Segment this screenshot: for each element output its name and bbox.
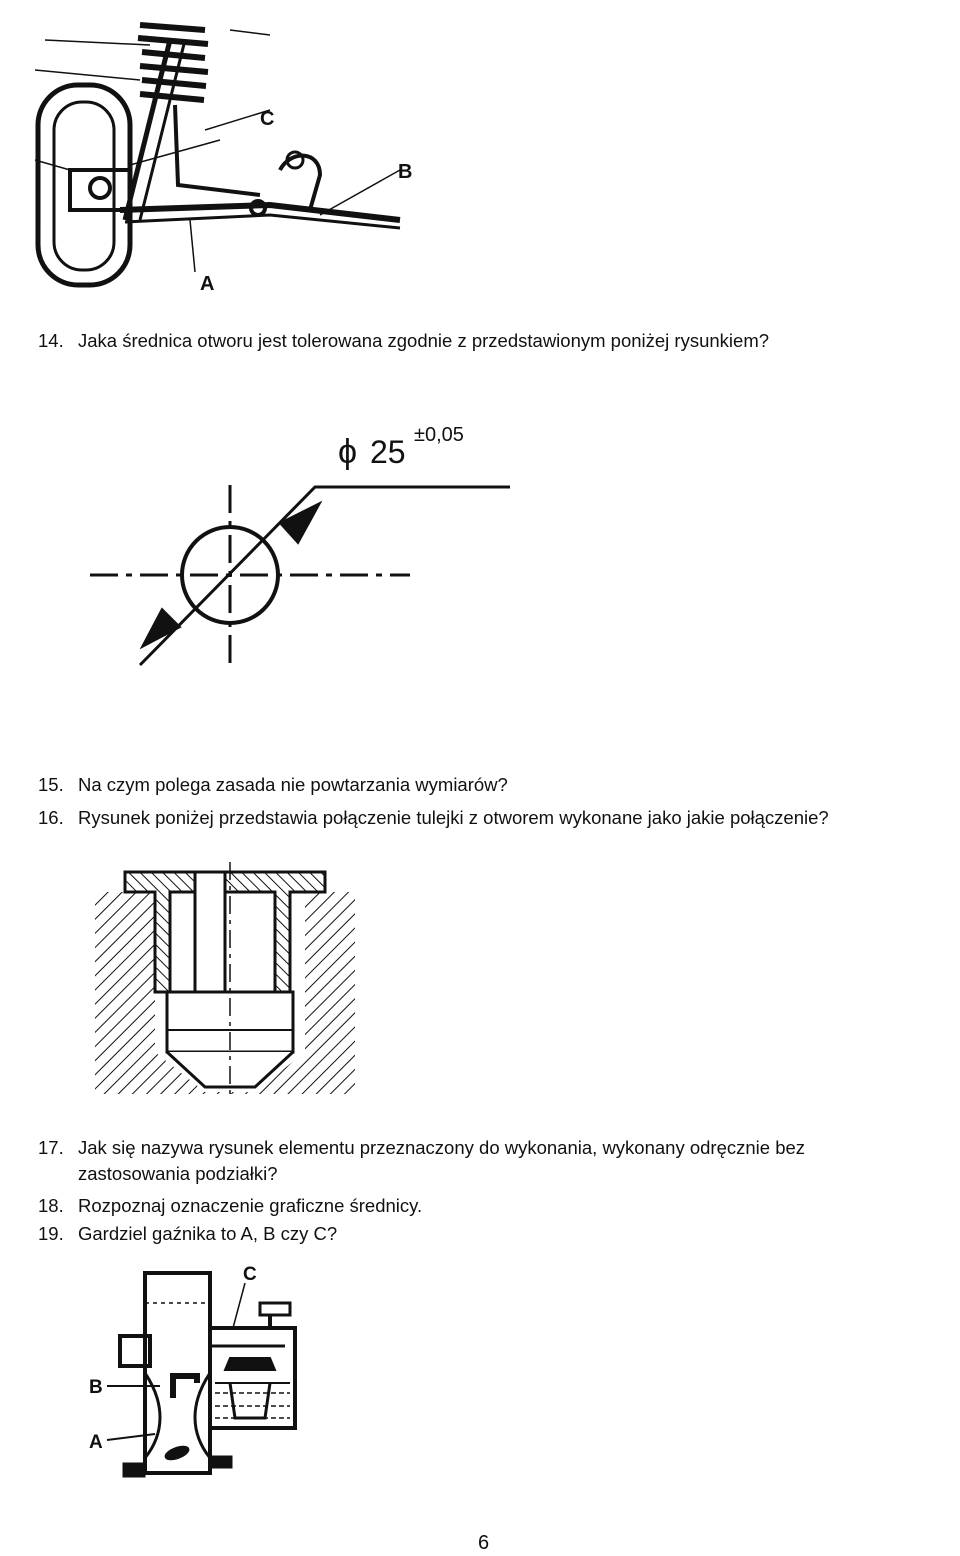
question-number: 14. (38, 330, 64, 351)
question-text: Na czym polega zasada nie powtarzania wymiarów? (78, 774, 508, 795)
question-17 (38, 1135, 928, 1187)
question-number: 18. (38, 1195, 64, 1216)
suspension-label-c: C (260, 108, 275, 130)
question-text: Gardziel gaźnika to A, B czy C? (78, 1223, 338, 1244)
question-number: 17. (38, 1137, 64, 1158)
question-text-line2: zastosowania podziałki? (78, 1163, 278, 1184)
carburetor-label-c: C (243, 1264, 257, 1285)
suspension-figure (30, 10, 430, 295)
tolerance-value: ±0,05 (414, 424, 464, 446)
question-text: Jaka średnica otworu jest tolerowana zgodnie z przedstawionym poniżej rysunkiem? (78, 330, 770, 351)
carburetor-label-b: B (89, 1377, 103, 1398)
bushing-figure (95, 862, 365, 1094)
question-number: 19. (38, 1223, 64, 1244)
question-14 (38, 328, 769, 354)
question-number: 16. (38, 807, 64, 828)
question-text: Rozpoznaj oznaczenie graficzne średnicy. (78, 1195, 423, 1216)
question-text-line1: Jak się nazywa rysunek elementu przeznaczony do wykonania, wykonany odręcznie bez (78, 1137, 806, 1158)
question-16 (38, 805, 829, 831)
page-number: 6 (478, 1532, 490, 1554)
tolerance-figure (80, 415, 520, 670)
suspension-label-a: A (200, 273, 215, 295)
nominal-dimension: 25 (370, 434, 406, 470)
question-15 (38, 772, 508, 798)
suspension-label-b: B (398, 161, 413, 183)
question-19 (38, 1221, 337, 1247)
diameter-symbol: ϕ (338, 433, 358, 471)
carburetor-label-a: A (89, 1432, 103, 1453)
question-number: 15. (38, 774, 64, 795)
question-18 (38, 1193, 422, 1219)
carburetor-figure (85, 1258, 325, 1488)
question-text: Rysunek poniżej przedstawia połączenie tulejki z otworem wykonane jako jakie połączenie? (78, 807, 829, 828)
